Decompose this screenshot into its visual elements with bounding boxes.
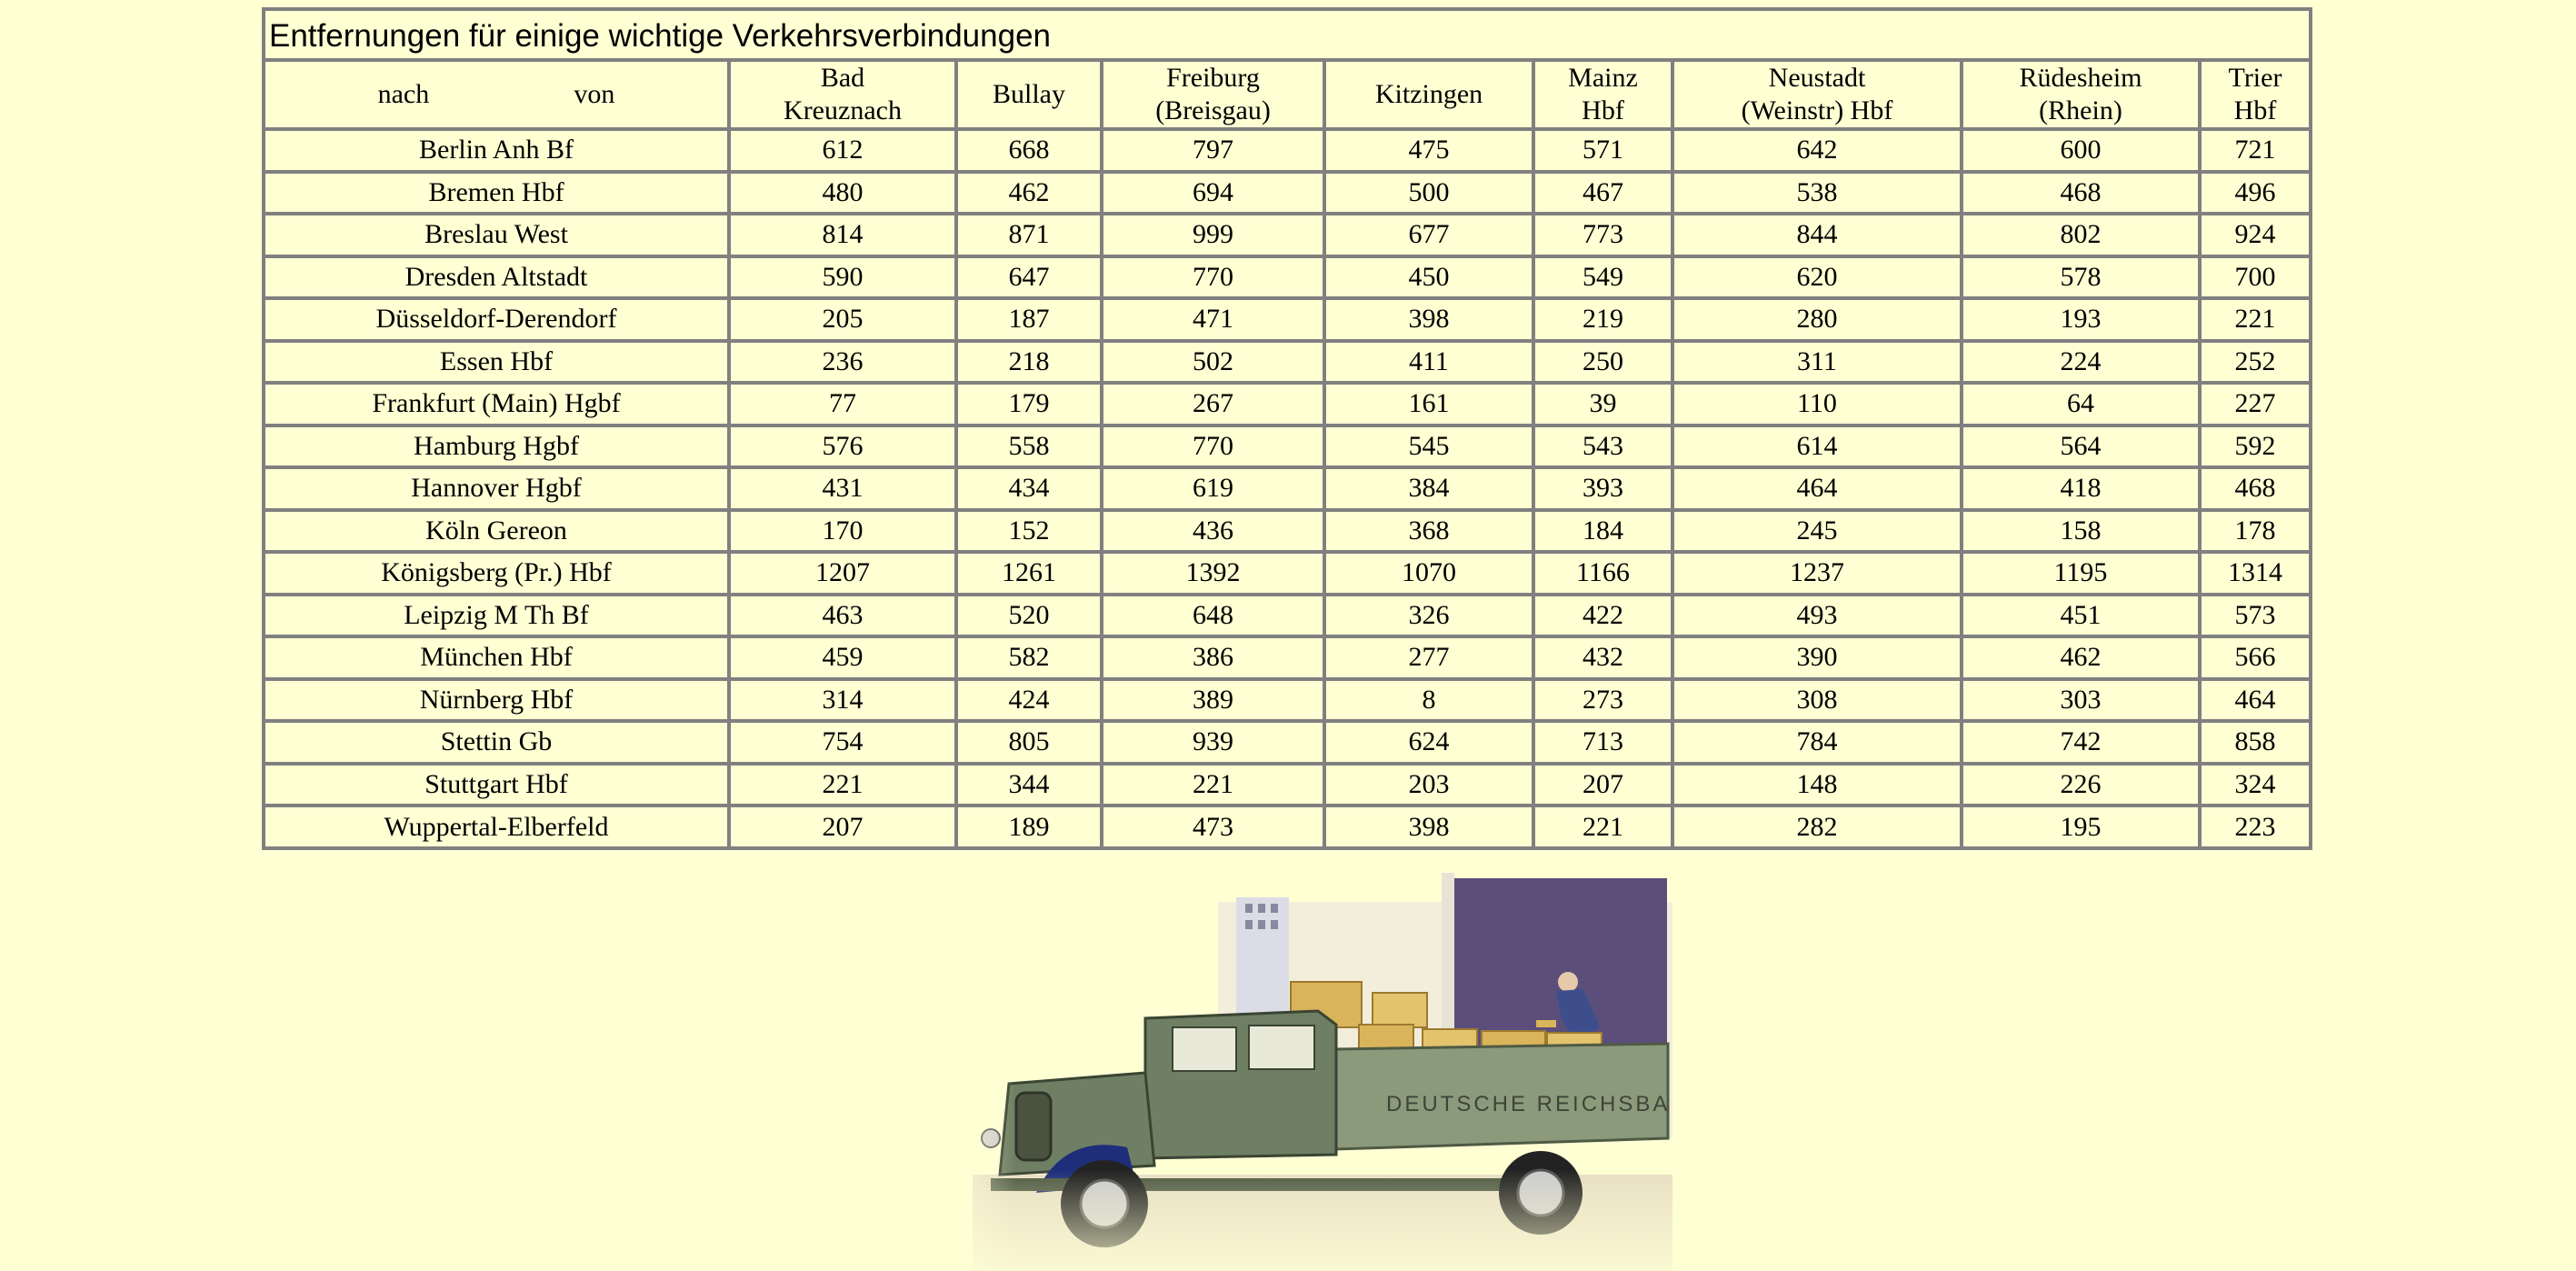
- distance-cell-trier: 924: [2200, 214, 2311, 256]
- corner-label-von: von: [574, 79, 615, 109]
- distance-cell-kitzingen: 450: [1324, 256, 1533, 299]
- distance-cell-mainz: 184: [1533, 510, 1672, 553]
- distance-cell-freiburg: 267: [1102, 383, 1324, 425]
- distance-cell-bad_kreuznach: 463: [729, 595, 956, 637]
- distance-cell-bad_kreuznach: 314: [729, 679, 956, 722]
- column-header-mainz: Mainz Hbf: [1533, 60, 1672, 129]
- distance-cell-neustadt: 1237: [1672, 552, 1962, 595]
- column-header-ruedesheim: Rüdesheim (Rhein): [1962, 60, 2200, 129]
- distance-cell-bullay: 462: [956, 172, 1102, 215]
- distance-cell-mainz: 219: [1533, 298, 1672, 341]
- distance-cell-kitzingen: 326: [1324, 595, 1533, 637]
- distance-cell-freiburg: 619: [1102, 467, 1324, 510]
- distance-cell-trier: 221: [2200, 298, 2311, 341]
- distance-cell-freiburg: 386: [1102, 636, 1324, 679]
- table-row: [264, 636, 2311, 679]
- station-name-cell: München Hbf: [264, 636, 729, 679]
- distance-cell-trier: 592: [2200, 425, 2311, 468]
- distance-cell-bullay: 187: [956, 298, 1102, 341]
- table-row: [264, 214, 2311, 256]
- distance-cell-freiburg: 473: [1102, 806, 1324, 848]
- distance-cell-kitzingen: 475: [1324, 129, 1533, 172]
- distance-cell-freiburg: 648: [1102, 595, 1324, 637]
- distance-cell-kitzingen: 368: [1324, 510, 1533, 553]
- distance-cell-mainz: 571: [1533, 129, 1672, 172]
- distance-cell-kitzingen: 398: [1324, 298, 1533, 341]
- table-row: [264, 425, 2311, 468]
- distance-cell-neustadt: 493: [1672, 595, 1962, 637]
- distance-cell-bullay: 668: [956, 129, 1102, 172]
- table-row: [264, 383, 2311, 425]
- truck-illustration: [900, 866, 1672, 1271]
- distance-cell-mainz: 713: [1533, 721, 1672, 764]
- station-name-cell: Wuppertal-Elberfeld: [264, 806, 729, 848]
- distance-cell-ruedesheim: 451: [1962, 595, 2200, 637]
- distance-cell-bullay: 582: [956, 636, 1102, 679]
- table-row: [264, 298, 2311, 341]
- distance-cell-freiburg: 939: [1102, 721, 1324, 764]
- column-header-kitzingen: Kitzingen: [1324, 60, 1533, 129]
- distance-cell-ruedesheim: 64: [1962, 383, 2200, 425]
- distance-cell-mainz: 250: [1533, 341, 1672, 384]
- distance-cell-ruedesheim: 468: [1962, 172, 2200, 215]
- station-name-cell: Königsberg (Pr.) Hbf: [264, 552, 729, 595]
- distance-cell-freiburg: 999: [1102, 214, 1324, 256]
- table-row: [264, 510, 2311, 553]
- distance-cell-ruedesheim: 578: [1962, 256, 2200, 299]
- distance-cell-bad_kreuznach: 205: [729, 298, 956, 341]
- table-row: [264, 806, 2311, 848]
- distance-cell-kitzingen: 677: [1324, 214, 1533, 256]
- station-name-cell: Köln Gereon: [264, 510, 729, 553]
- distance-cell-freiburg: 797: [1102, 129, 1324, 172]
- distance-cell-bullay: 424: [956, 679, 1102, 722]
- corner-label-nach: nach: [377, 79, 430, 109]
- distance-cell-kitzingen: 203: [1324, 764, 1533, 806]
- distance-cell-bullay: 1261: [956, 552, 1102, 595]
- distance-cell-ruedesheim: 193: [1962, 298, 2200, 341]
- distance-cell-kitzingen: 1070: [1324, 552, 1533, 595]
- distance-cell-neustadt: 308: [1672, 679, 1962, 722]
- distance-cell-ruedesheim: 158: [1962, 510, 2200, 553]
- distance-cell-neustadt: 280: [1672, 298, 1962, 341]
- distance-cell-bad_kreuznach: 207: [729, 806, 956, 848]
- distance-cell-mainz: 422: [1533, 595, 1672, 637]
- distance-cell-kitzingen: 624: [1324, 721, 1533, 764]
- distance-cell-neustadt: 620: [1672, 256, 1962, 299]
- distance-cell-mainz: 1166: [1533, 552, 1672, 595]
- distance-cell-mainz: 467: [1533, 172, 1672, 215]
- distance-cell-kitzingen: 545: [1324, 425, 1533, 468]
- distance-cell-trier: 858: [2200, 721, 2311, 764]
- distance-cell-freiburg: 471: [1102, 298, 1324, 341]
- column-header-trier: Trier Hbf: [2200, 60, 2311, 129]
- distance-cell-trier: 252: [2200, 341, 2311, 384]
- table-row: [264, 256, 2311, 299]
- distance-cell-neustadt: 642: [1672, 129, 1962, 172]
- distance-cell-bullay: 805: [956, 721, 1102, 764]
- distance-cell-bad_kreuznach: 480: [729, 172, 956, 215]
- distance-cell-neustadt: 464: [1672, 467, 1962, 510]
- table-body: [264, 129, 2311, 848]
- table-row: [264, 172, 2311, 215]
- distance-cell-mainz: 39: [1533, 383, 1672, 425]
- distance-cell-freiburg: 770: [1102, 256, 1324, 299]
- distance-cell-ruedesheim: 224: [1962, 341, 2200, 384]
- distance-cell-kitzingen: 384: [1324, 467, 1533, 510]
- distance-cell-kitzingen: 8: [1324, 679, 1533, 722]
- distance-cell-neustadt: 784: [1672, 721, 1962, 764]
- distance-cell-mainz: 207: [1533, 764, 1672, 806]
- distance-cell-neustadt: 245: [1672, 510, 1962, 553]
- distance-cell-neustadt: 148: [1672, 764, 1962, 806]
- table-title: Entfernungen für einige wichtige Verkehrsverbindungen: [264, 9, 2311, 60]
- station-name-cell: Leipzig M Th Bf: [264, 595, 729, 637]
- distance-cell-freiburg: 694: [1102, 172, 1324, 215]
- distance-cell-mainz: 773: [1533, 214, 1672, 256]
- distance-cell-ruedesheim: 195: [1962, 806, 2200, 848]
- distance-cell-neustadt: 614: [1672, 425, 1962, 468]
- distance-cell-bullay: 647: [956, 256, 1102, 299]
- distance-cell-mainz: 221: [1533, 806, 1672, 848]
- distance-cell-ruedesheim: 418: [1962, 467, 2200, 510]
- column-header-neustadt: Neustadt (Weinstr) Hbf: [1672, 60, 1962, 129]
- station-name-cell: Hannover Hgbf: [264, 467, 729, 510]
- table-row: [264, 679, 2311, 722]
- station-name-cell: Stettin Gb: [264, 721, 729, 764]
- distance-cell-neustadt: 390: [1672, 636, 1962, 679]
- column-header-bullay: Bullay: [956, 60, 1102, 129]
- distance-cell-neustadt: 311: [1672, 341, 1962, 384]
- distance-cell-bullay: 558: [956, 425, 1102, 468]
- table-row: [264, 129, 2311, 172]
- station-name-cell: Berlin Anh Bf: [264, 129, 729, 172]
- distance-cell-ruedesheim: 802: [1962, 214, 2200, 256]
- distance-cell-kitzingen: 500: [1324, 172, 1533, 215]
- distance-cell-bullay: 218: [956, 341, 1102, 384]
- station-name-cell: Düsseldorf-Derendorf: [264, 298, 729, 341]
- station-name-cell: Bremen Hbf: [264, 172, 729, 215]
- distance-cell-neustadt: 282: [1672, 806, 1962, 848]
- distance-cell-bad_kreuznach: 236: [729, 341, 956, 384]
- distance-cell-ruedesheim: 226: [1962, 764, 2200, 806]
- distance-cell-kitzingen: 398: [1324, 806, 1533, 848]
- distance-cell-kitzingen: 161: [1324, 383, 1533, 425]
- distance-cell-bad_kreuznach: 459: [729, 636, 956, 679]
- distance-cell-ruedesheim: 600: [1962, 129, 2200, 172]
- station-name-cell: Dresden Altstadt: [264, 256, 729, 299]
- distance-cell-freiburg: 436: [1102, 510, 1324, 553]
- distance-cell-trier: 178: [2200, 510, 2311, 553]
- distance-cell-bad_kreuznach: 1207: [729, 552, 956, 595]
- distance-cell-neustadt: 844: [1672, 214, 1962, 256]
- distance-cell-mainz: 543: [1533, 425, 1672, 468]
- table-row: [264, 721, 2311, 764]
- distance-cell-ruedesheim: 742: [1962, 721, 2200, 764]
- distance-cell-trier: 464: [2200, 679, 2311, 722]
- distance-cell-trier: 1314: [2200, 552, 2311, 595]
- distance-cell-bad_kreuznach: 612: [729, 129, 956, 172]
- column-header-bad-kreuznach: Bad Kreuznach: [729, 60, 956, 129]
- table-row: [264, 341, 2311, 384]
- station-name-cell: Breslau West: [264, 214, 729, 256]
- distance-cell-freiburg: 389: [1102, 679, 1324, 722]
- distance-cell-bullay: 152: [956, 510, 1102, 553]
- distance-cell-kitzingen: 277: [1324, 636, 1533, 679]
- distance-cell-trier: 468: [2200, 467, 2311, 510]
- distance-cell-neustadt: 538: [1672, 172, 1962, 215]
- distance-cell-mainz: 432: [1533, 636, 1672, 679]
- station-name-cell: Stuttgart Hbf: [264, 764, 729, 806]
- table-row: [264, 467, 2311, 510]
- station-name-cell: Nürnberg Hbf: [264, 679, 729, 722]
- distance-cell-trier: 227: [2200, 383, 2311, 425]
- distance-cell-freiburg: 502: [1102, 341, 1324, 384]
- distance-cell-bad_kreuznach: 170: [729, 510, 956, 553]
- distance-cell-bullay: 871: [956, 214, 1102, 256]
- distance-cell-trier: 223: [2200, 806, 2311, 848]
- distance-cell-bad_kreuznach: 754: [729, 721, 956, 764]
- distance-cell-mainz: 393: [1533, 467, 1672, 510]
- table-row: [264, 764, 2311, 806]
- distance-cell-bad_kreuznach: 221: [729, 764, 956, 806]
- distance-cell-bullay: 520: [956, 595, 1102, 637]
- distance-cell-bad_kreuznach: 814: [729, 214, 956, 256]
- distance-cell-trier: 573: [2200, 595, 2311, 637]
- distance-cell-bad_kreuznach: 77: [729, 383, 956, 425]
- distance-cell-bad_kreuznach: 576: [729, 425, 956, 468]
- distance-cell-trier: 721: [2200, 129, 2311, 172]
- distance-cell-ruedesheim: 303: [1962, 679, 2200, 722]
- distance-cell-ruedesheim: 462: [1962, 636, 2200, 679]
- distance-cell-bad_kreuznach: 431: [729, 467, 956, 510]
- distance-cell-bullay: 189: [956, 806, 1102, 848]
- distance-cell-trier: 496: [2200, 172, 2311, 215]
- station-name-cell: Hamburg Hgbf: [264, 425, 729, 468]
- distance-cell-bad_kreuznach: 590: [729, 256, 956, 299]
- distance-cell-mainz: 549: [1533, 256, 1672, 299]
- distance-cell-trier: 700: [2200, 256, 2311, 299]
- distance-cell-bullay: 344: [956, 764, 1102, 806]
- distance-cell-trier: 566: [2200, 636, 2311, 679]
- corner-header: [264, 60, 729, 129]
- table-row: [264, 552, 2311, 595]
- distance-cell-freiburg: 221: [1102, 764, 1324, 806]
- distance-cell-ruedesheim: 1195: [1962, 552, 2200, 595]
- table-row: [264, 595, 2311, 637]
- distance-cell-kitzingen: 411: [1324, 341, 1533, 384]
- distance-table: [262, 7, 2312, 850]
- station-name-cell: Frankfurt (Main) Hgbf: [264, 383, 729, 425]
- distance-cell-freiburg: 770: [1102, 425, 1324, 468]
- distance-cell-neustadt: 110: [1672, 383, 1962, 425]
- distance-cell-mainz: 273: [1533, 679, 1672, 722]
- distance-cell-freiburg: 1392: [1102, 552, 1324, 595]
- distance-cell-bullay: 179: [956, 383, 1102, 425]
- distance-cell-ruedesheim: 564: [1962, 425, 2200, 468]
- column-header-freiburg: Freiburg (Breisgau): [1102, 60, 1324, 129]
- distance-cell-bullay: 434: [956, 467, 1102, 510]
- station-name-cell: Essen Hbf: [264, 341, 729, 384]
- distance-cell-trier: 324: [2200, 764, 2311, 806]
